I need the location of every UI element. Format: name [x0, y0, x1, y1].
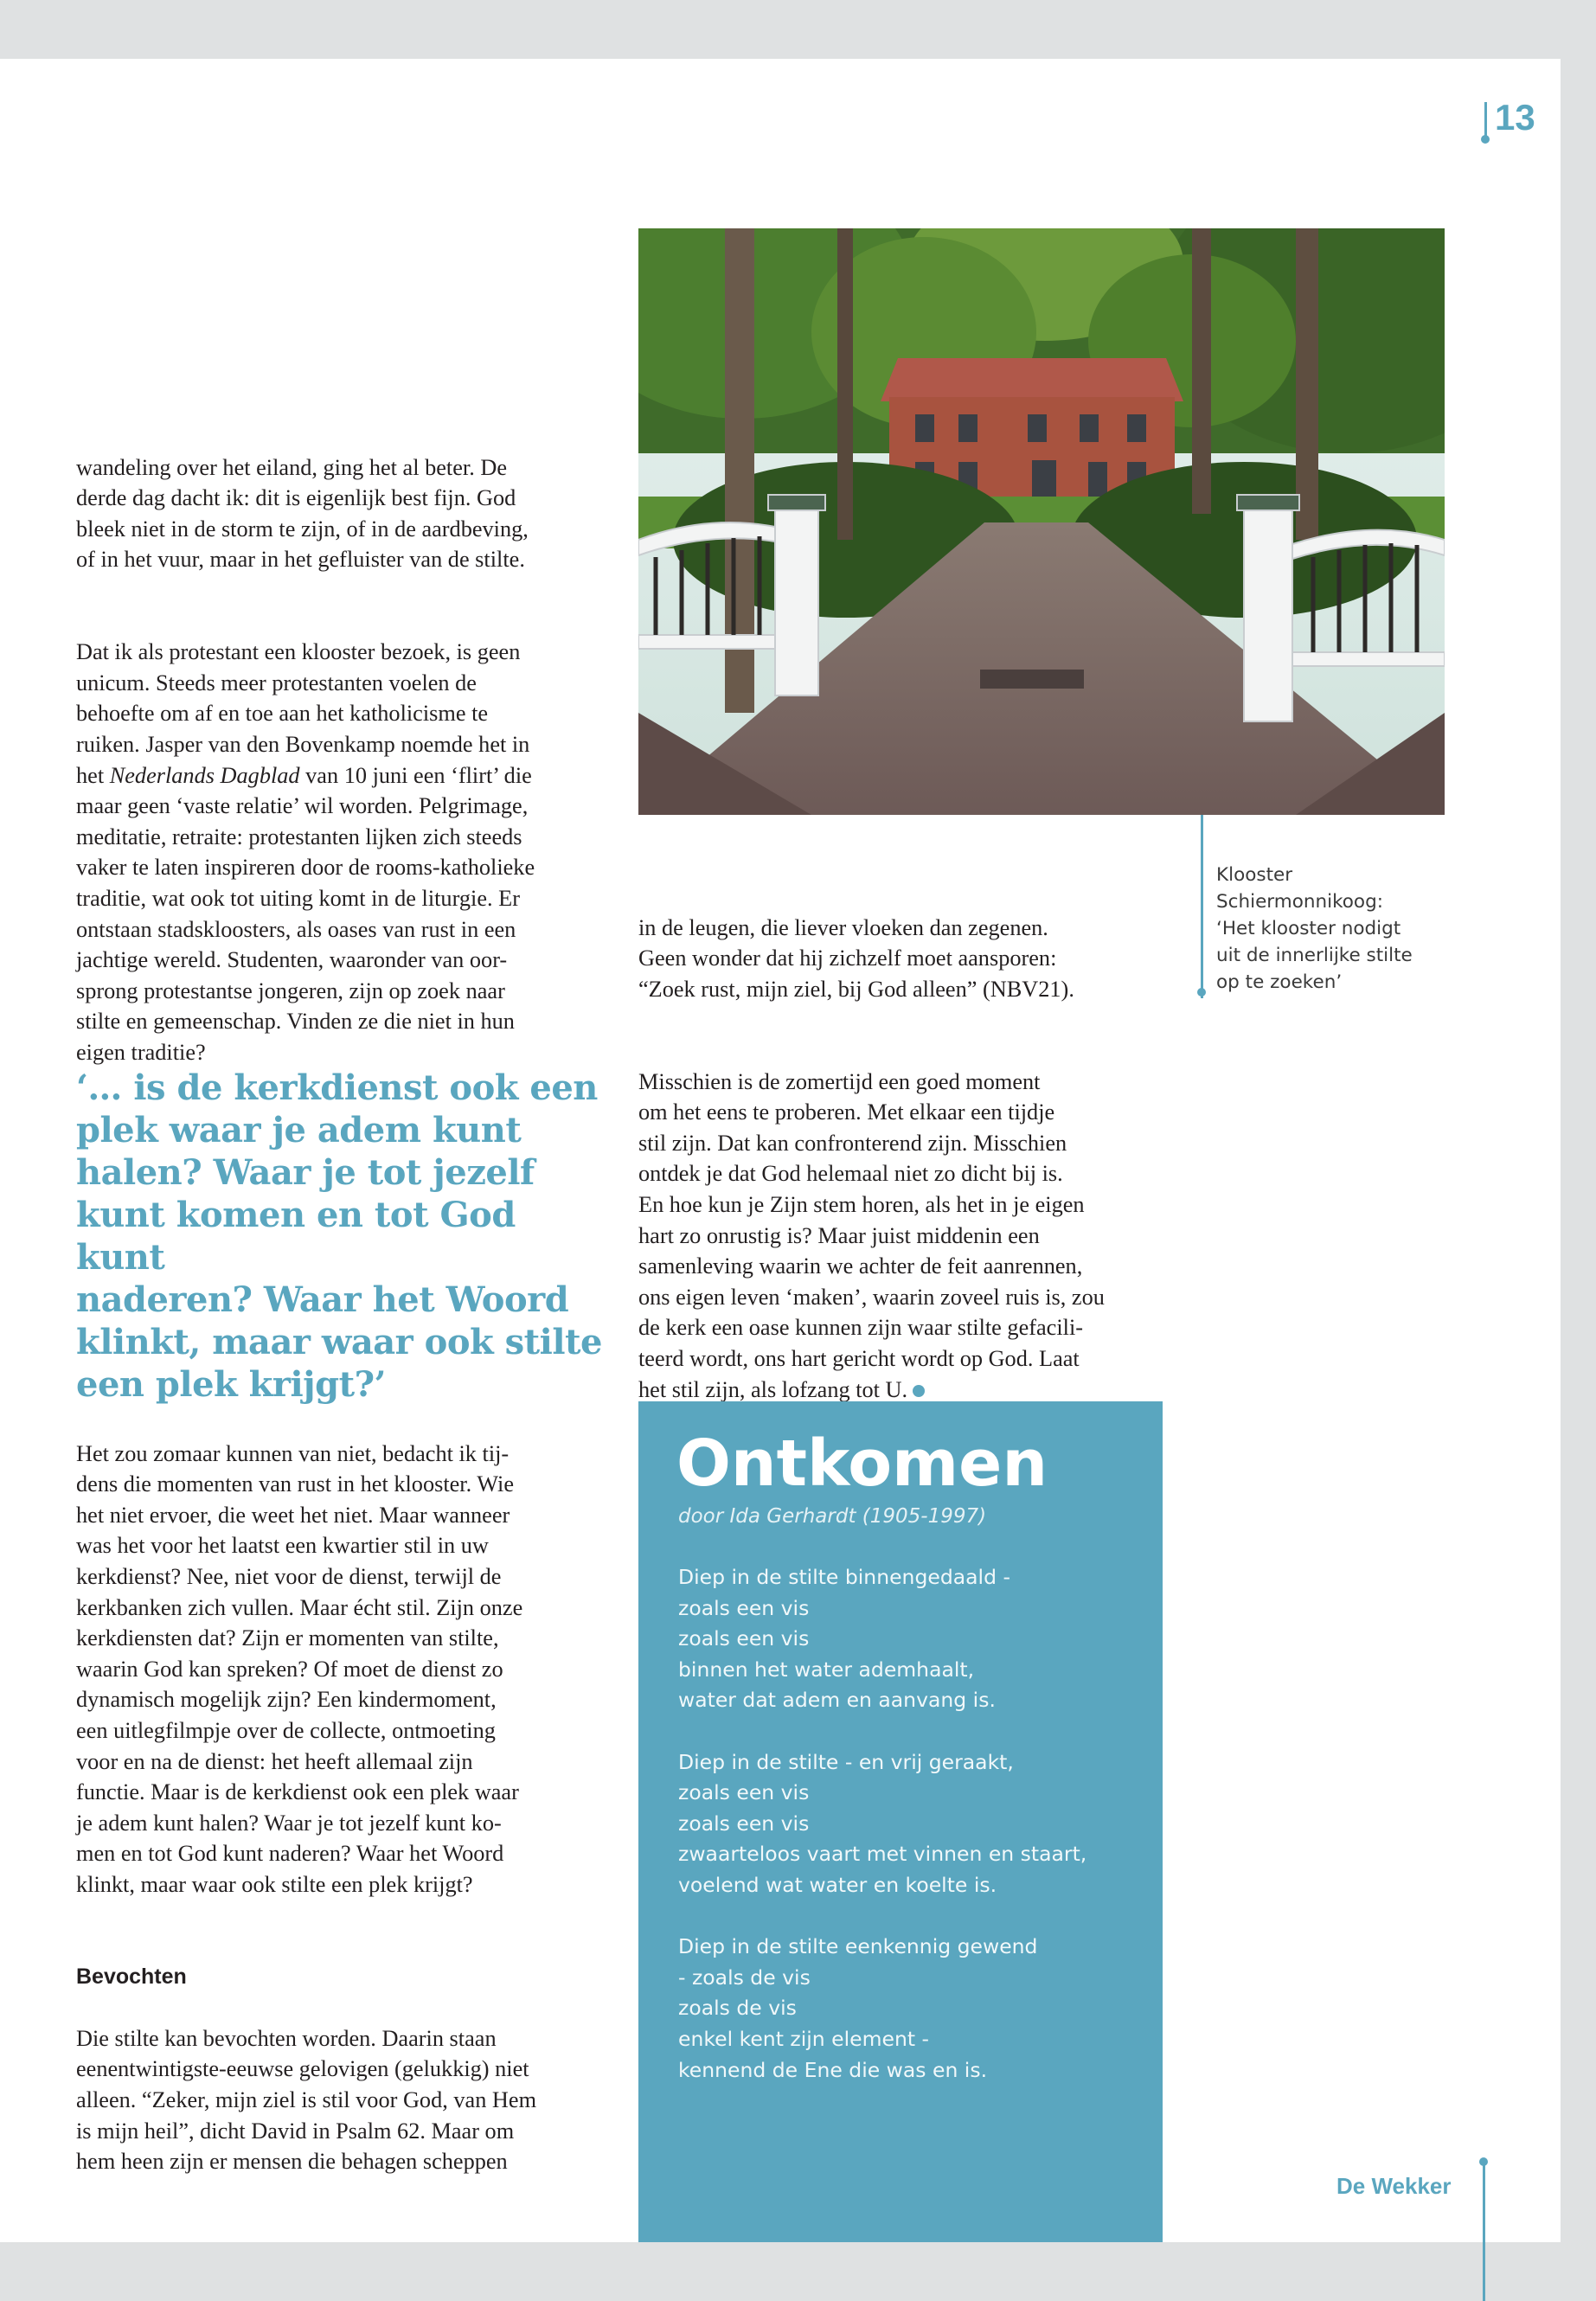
paragraph-leugen: in de leugen, die liever vloeken dan zegenen. Geen wonder dat hij zichzelf moet aansporen: “Zoek rust, mijn ziel, bij God alleen” (NBV21). [638, 914, 1074, 1002]
poem-stanza: Diep in de stilte - en vrij geraakt, zoals een vis zoals een vis zwaarteloos vaart met vinnen en staart, voelend wat water en koelte is. [678, 1749, 1087, 1897]
paragraph-kerkdienst: Het zou zomaar kunnen van niet, bedacht ik tij- dens die momenten van rust in het klooster. Wie het niet ervoer, die weet het niet. Maar wanneer was het voor het laatst een kwartier stil in uw kerkdienst? Nee, niet voor de dienst, terwijl de kerkbanken zich vullen. Maar écht stil. Zijn onze kerkdiensten dat? Zijn er momenten van stilte, waarin God kan spreken? Of moet de dienst zo dynamisch mogelijk zijn? Een kindermoment, een uitlegfilmpje over de collecte, ontmoeting voor en na de dienst: het heeft allemaal zijn functie. Maar is de kerkdienst ook een plek waar je adem kunt halen? Waar je tot jezelf kunt ko- men en tot God kunt naderen? Waar het Woord klinkt, maar waar ook stilte een plek krijgt? [76, 1440, 523, 1897]
paragraph-protestant: Dat ik als protestant een klooster bezoek, is geen unicum. Steeds meer protestanten voelen de behoefte om af en toe aan het katholicisme te ruiken. Jasper van den Bovenkamp noemde het in het Nederlands Dagblad van 10 juni een ‘flirt’ die maar geen ‘vaste relatie’ wil worden. Pelgrimage, meditatie, retraite: protestanten lijken zich steeds vaker te laten inspireren door de rooms-katholieke traditie, wat ook tot uiting komt in de liturgie. Er ontstaan stadskloosters, als oases van rust in een jachtige wereld. Studenten, waaronder van oor- sprong protestantse jongeren, zijn op zoek naar stilte en gemeenschap. Vinden ze die niet in hun eigen traditie? [76, 639, 535, 1065]
poem-byline: door Ida Gerhardt (1905-1997) [678, 1505, 987, 1528]
newspaper-title: Nederlands Dagblad [109, 762, 300, 788]
paragraph-eiland: wandeling over het eiland, ging het al beter. De derde dag dacht ik: dit is eigenlijk best fijn. God bleek niet in de storm te zijn, of in de aardbeving, of in het vuur, maar in het gefluister van de stilte. [76, 454, 529, 573]
magazine-name: De Wekker [1336, 2173, 1452, 2199]
end-mark-dot [913, 1385, 925, 1397]
column-1-top [76, 421, 612, 1130]
poem-box [638, 1401, 1163, 2242]
poem-stanza: Diep in de stilte eenkennig gewend - zoals de vis zoals de vis enkel kent zijn element - kennend de Ene die was en is. [678, 1934, 1038, 2082]
page-number: 13 [1495, 97, 1535, 138]
poem-body [678, 1562, 1145, 2117]
subheading-bevochten: Bevochten [76, 1964, 187, 1989]
column-1-bottom [76, 1407, 612, 2239]
poem-title: Ontkomen [676, 1426, 1048, 1501]
page-number-dot [1481, 135, 1490, 144]
caption-dot [1197, 988, 1206, 997]
photo-caption: Klooster Schiermonnikoog: ‘Het klooster nodigt uit de innerlijke stilte op te zoeken’ [1216, 864, 1413, 993]
column-2 [638, 881, 1175, 1466]
paragraph-bevochten: Die stilte kan bevochten worden. Daarin staan eenentwintigste-eeuwse gelovigen (gelukkig) niet alleen. “Zeker, mijn ziel is stil voor God, van Hem is mijn heil”, dicht David in Psalm 62. Maar om hem heen zijn er mensen die behagen scheppen [76, 2025, 537, 2175]
pull-quote: ‘… is de kerkdienst ook een plek waar je adem kunt halen? Waar je tot jezelf kunt komen en tot God kunt naderen? Waar het Woord klinkt, maar waar ook stilte een plek krijgt?’ [76, 1067, 602, 1405]
page-number-rule [1484, 102, 1487, 137]
poem-stanza: Diep in de stilte binnengedaald - zoals een vis zoals een vis binnen het water ademhaalt, water dat adem en aanvang is. [678, 1565, 1010, 1713]
paragraph-zomertijd: Misschien is de zomertijd een goed moment om het eens te proberen. Met elkaar een tijdje stil zijn. Dat kan confronterend zijn. Misschien ontdek je dat God helemaal niet zo dicht bij is. En hoe kun je Zijn stem horen, als het in je eigen hart zo onrustig is? Maar juist middenin een samenleving waarin we achter de feit aanrennen, ons eigen leven ‘maken’, waarin zoveel ruis is, zou de kerk een oase kunnen zijn waar stilte gefacili- teerd wordt, ons hart gericht wordt op God. Laat het stil zijn, als lofzang tot U. [638, 1068, 1105, 1402]
caption-rule [1201, 815, 1203, 998]
klooster-photo [638, 228, 1445, 815]
footer-rule [1483, 2161, 1485, 2301]
